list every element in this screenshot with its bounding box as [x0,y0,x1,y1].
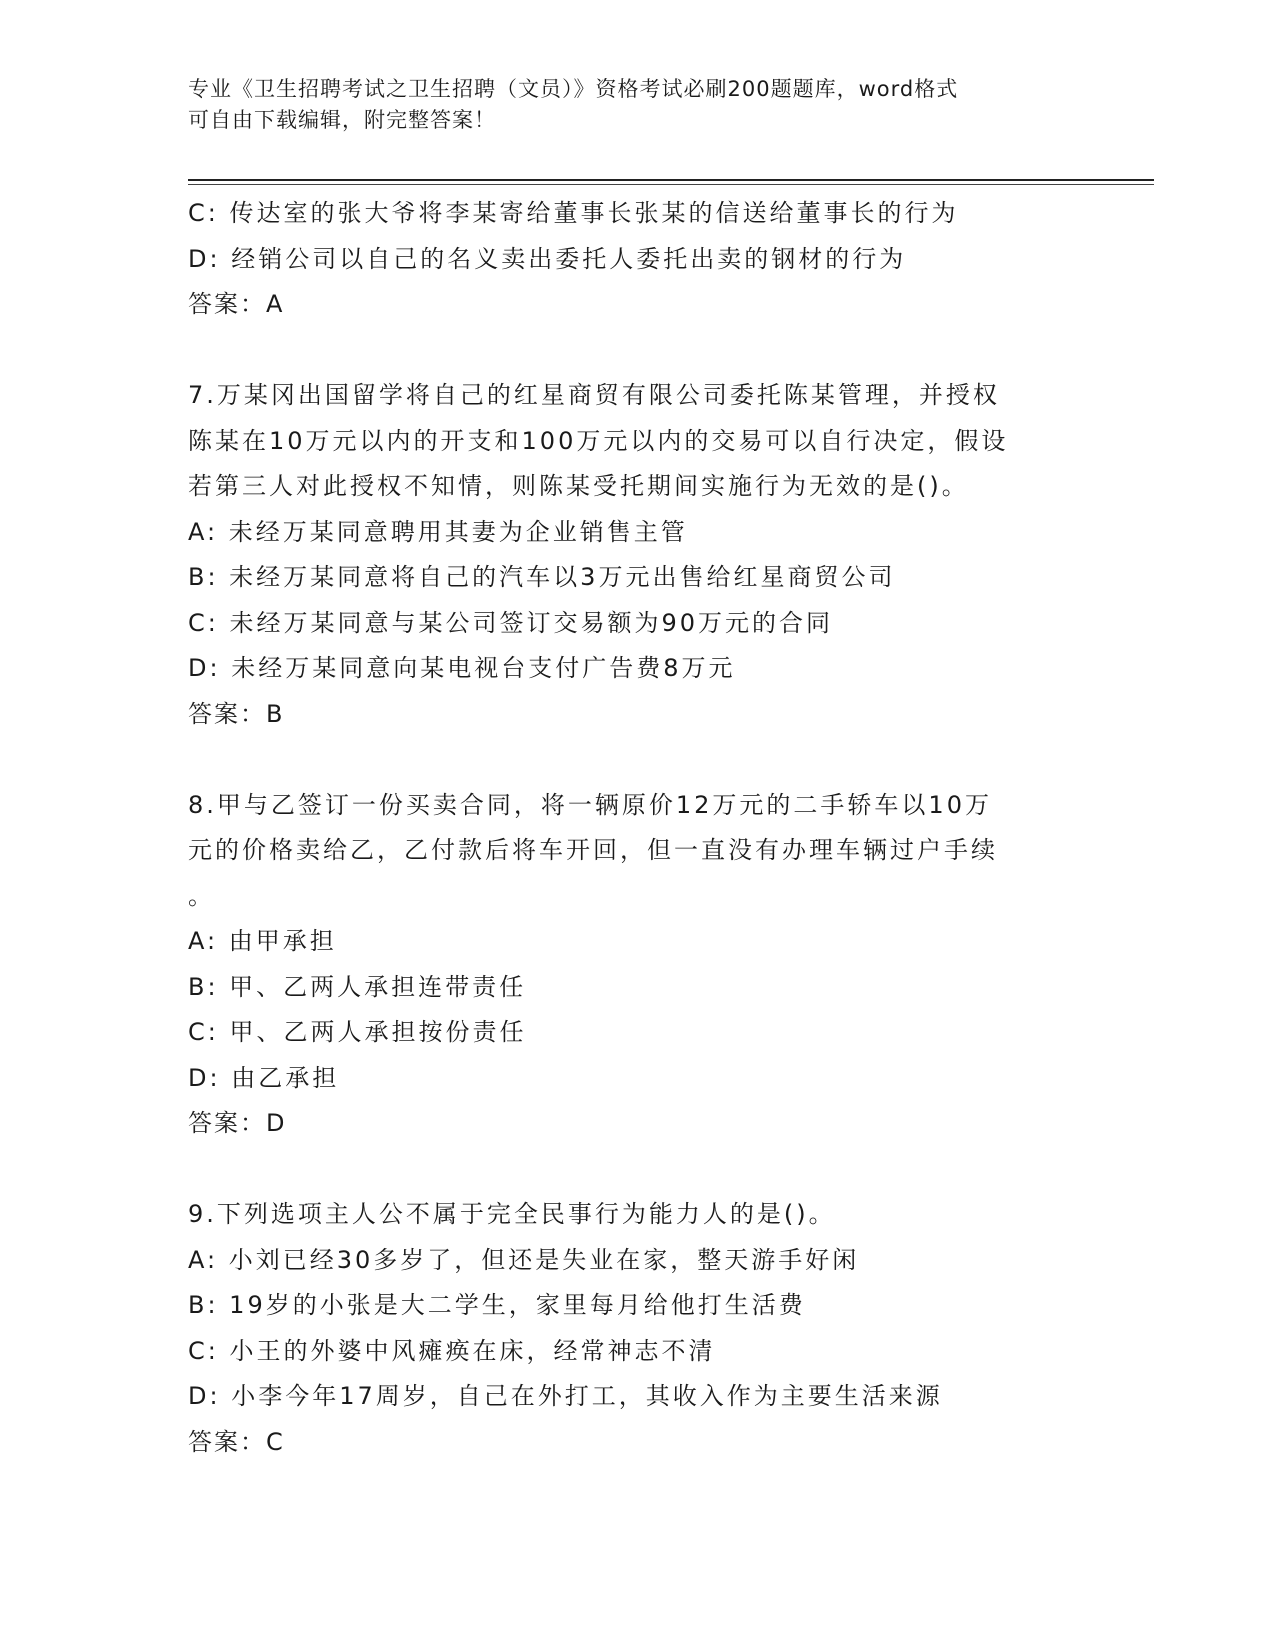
header-rule-thin [188,184,1154,185]
header-line-2: 可自由下载编辑，附完整答案！ [188,108,496,132]
option-d: D: 经销公司以自己的名义卖出委托人委托出卖的钢材的行为 [188,244,907,273]
option-d: D: 由乙承担 [188,1063,340,1092]
question-7 [188,373,1088,737]
option-a: A: 小刘已经30多岁了，但还是失业在家，整天游手好闲 [188,1245,860,1274]
spacer [188,737,1088,783]
question-stem-line: 8.甲与乙签订一份买卖合同，将一辆原价12万元的二手轿车以10万 [188,790,992,819]
question-stem-line: 元的价格卖给乙，乙付款后将车开回，但一直没有办理车辆过户手续 [188,836,998,864]
spacer [188,1147,1088,1193]
option-c: C: 小王的外婆中风瘫痪在床，经常神志不清 [188,1336,716,1365]
question-6-continued [188,191,1088,328]
option-c: C: 甲、乙两人承担按份责任 [188,1018,527,1046]
option-b: B: 未经万某同意将自己的汽车以3万元出售给红星商贸公司 [188,563,896,591]
option-a: A: 未经万某同意聘用其妻为企业销售主管 [188,517,688,546]
option-d: D: 未经万某同意向某电视台支付广告费8万元 [188,654,736,682]
question-stem-line: 9.下列选项主人公不属于完全民事行为能力人的是()。 [188,1200,836,1228]
option-b: B: 19岁的小张是大二学生，家里每月给他打生活费 [188,1291,806,1319]
option-b: B: 甲、乙两人承担连带责任 [188,972,527,1001]
question-8 [188,783,1088,1147]
question-stem-line: 陈某在10万元以内的开支和100万元以内的交易可以自行决定，假设 [188,426,1009,455]
option-c: C: 未经万某同意与某公司签订交易额为90万元的合同 [188,608,834,637]
question-stem-line: 7.万某冈出国留学将自己的红星商贸有限公司委托陈某管理，并授权 [188,381,1000,409]
answer-line: 答案：D [188,1109,287,1137]
document-header [188,74,1068,136]
question-stem-line: 若第三人对此授权不知情，则陈某受托期间实施行为无效的是()。 [188,472,969,500]
answer-line: 答案：B [188,699,285,728]
option-c: C: 传达室的张大爷将李某寄给董事长张某的信送给董事长的行为 [188,199,959,227]
header-line-1: 专业《卫生招聘考试之卫生招聘（文员）》资格考试必刷200题题库，word格式 [188,77,959,101]
option-a: A: 由甲承担 [188,927,337,955]
spacer [188,328,1088,374]
question-list [188,191,1088,1465]
answer-line: 答案：A [188,290,285,318]
answer-line: 答案：C [188,1427,285,1456]
header-rule-thick [188,179,1154,181]
question-stem-line: 。 [188,881,215,910]
option-d: D: 小李今年17周岁，自己在外打工，其收入作为主要生活来源 [188,1382,943,1410]
question-9 [188,1192,1088,1465]
